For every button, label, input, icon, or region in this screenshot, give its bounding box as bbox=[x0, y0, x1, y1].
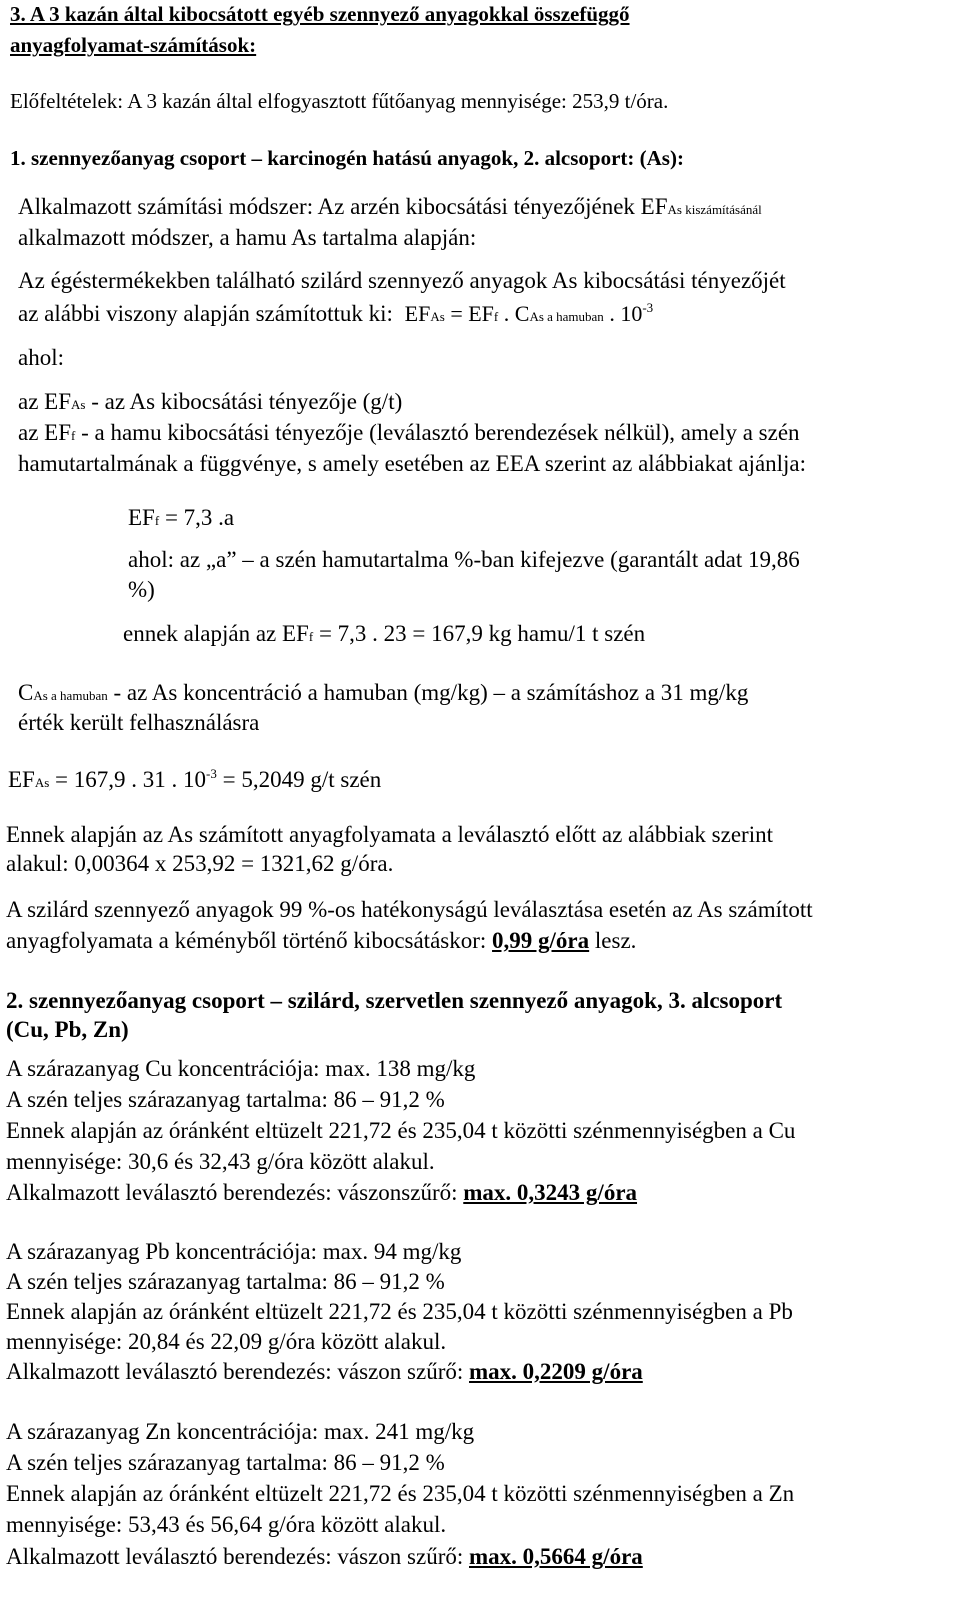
cas-desc: - az As koncentráció a hamuban (mg/kg) – a számításhoz a 31 mg/kg bbox=[107, 680, 749, 705]
zn-line-3: Ennek alapján az óránként eltüzelt 221,72 és 235,04 t közötti szénmennyiségben a Zn bbox=[6, 1481, 795, 1506]
def-ef-f-line-2: hamutartalmának a függvénye, s amely esetében az EEA szerint az alábbiakat ajánlja: bbox=[18, 451, 807, 476]
cu-filter-text: Alkalmazott leválasztó berendezés: vászonszűrő: bbox=[6, 1180, 464, 1205]
res-mid: = 167,9 . 31 . 10 bbox=[49, 767, 207, 792]
pb-line-2: A szén teljes szárazanyag tartalma: 86 – 91,2 % bbox=[6, 1269, 445, 1294]
eff99-end: lesz. bbox=[589, 928, 637, 953]
eff99-text: anyagfolyamata a kéményből történő kibocsátáskor: bbox=[6, 928, 493, 953]
pb-line-4: mennyisége: 20,84 és 22,09 g/óra között alakul. bbox=[6, 1329, 447, 1354]
res-text: EF bbox=[8, 767, 35, 792]
cas-text: C bbox=[18, 680, 34, 705]
group2-heading-line-1: 2. szennyezőanyag csoport – szilárd, szervetlen szennyező anyagok, 3. alcsoport bbox=[6, 988, 783, 1013]
result-formula bbox=[8, 768, 381, 791]
formula-c: . C bbox=[498, 301, 530, 326]
cas-definition-line-2: érték került felhasználásra bbox=[18, 710, 260, 735]
ennek-sub: f bbox=[308, 629, 314, 644]
formula-exponent: -3 bbox=[642, 300, 654, 315]
def1-text: az EF bbox=[18, 389, 72, 414]
res-sub: As bbox=[34, 775, 50, 790]
ennek-formula bbox=[123, 622, 645, 645]
method-text: Alkalmazott számítási módszer: Az arzén kibocsátási tényezőjének EF bbox=[18, 194, 668, 219]
def2-sub: f bbox=[71, 428, 76, 443]
cu-line-2: A szén teljes szárazanyag tartalma: 86 – 91,2 % bbox=[6, 1087, 445, 1112]
group1-heading: 1. szennyezőanyag csoport – karcinogén hatású anyagok, 2. alcsoport: (As): bbox=[10, 146, 684, 170]
ennek-text: ennek alapján az EF bbox=[123, 621, 309, 646]
cas-definition bbox=[18, 681, 748, 704]
eff-text: EF bbox=[128, 505, 155, 530]
res-end: = 5,2049 g/t szén bbox=[216, 767, 382, 792]
def1-sub: As bbox=[71, 397, 86, 412]
formula-eq: = EF bbox=[444, 301, 494, 326]
ennek-rest: = 7,3 . 23 = 167,9 kg hamu/1 t szén bbox=[313, 621, 646, 646]
pb-line-1: A szárazanyag Pb koncentrációja: max. 94 mg/kg bbox=[6, 1239, 462, 1264]
intro-line-1: Az égéstermékekben található szilárd szennyező anyagok As kibocsátási tényezőjét bbox=[18, 268, 786, 293]
formula-f-sub: f bbox=[493, 309, 499, 324]
formula-line bbox=[18, 302, 653, 325]
formula-ten: . 10 bbox=[603, 301, 643, 326]
method-line-1 bbox=[18, 195, 762, 218]
zn-filter-text: Alkalmazott leválasztó berendezés: vászon szűrő: bbox=[6, 1544, 470, 1569]
cu-line-5 bbox=[6, 1181, 637, 1204]
cu-filter-value: max. 0,3243 g/óra bbox=[463, 1180, 638, 1205]
eff-rest: = 7,3 .a bbox=[159, 505, 235, 530]
ahol2-line-2: %) bbox=[128, 577, 155, 602]
ahol2-line-1: ahol: az „a” – a szén hamutartalma %-ban kifejezve (garantált adat 19,86 bbox=[128, 547, 800, 572]
intro-line-2: az alábbi viszony alapján számítottuk ki: bbox=[18, 301, 393, 326]
def-ef-f bbox=[18, 421, 800, 444]
pb-line-3: Ennek alapján az óránként eltüzelt 221,72 és 235,04 t közötti szénmennyiségben a Pb bbox=[6, 1299, 793, 1324]
formula bbox=[405, 301, 653, 326]
def1-desc: - az As kibocsátási tényezője (g/t) bbox=[85, 389, 403, 414]
section-title-line-2: anyagfolyamat-számítások: bbox=[10, 33, 257, 57]
eff99-line-2 bbox=[6, 929, 636, 952]
zn-line-1: A szárazanyag Zn koncentrációja: max. 241 mg/kg bbox=[6, 1419, 475, 1444]
def-ef-as bbox=[18, 390, 402, 413]
res-exponent: -3 bbox=[206, 766, 217, 781]
pb-filter-text: Alkalmazott leválasztó berendezés: vászon szűrő: bbox=[6, 1359, 470, 1384]
cas-sub: As a hamuban bbox=[33, 688, 108, 703]
ahol-label: ahol: bbox=[18, 345, 64, 370]
cu-line-4: mennyisége: 30,6 és 32,43 g/óra között alakul. bbox=[6, 1149, 435, 1174]
group2-heading-line-2: (Cu, Pb, Zn) bbox=[6, 1017, 129, 1042]
cu-line-1: A szárazanyag Cu koncentrációja: max. 138 mg/kg bbox=[6, 1056, 476, 1081]
formula-asham-sub: As a hamuban bbox=[529, 309, 604, 324]
eff-sub: f bbox=[154, 513, 160, 528]
flow-line-2: alakul: 0,00364 x 253,92 = 1321,62 g/óra. bbox=[6, 851, 394, 876]
eff99-value: 0,99 g/óra bbox=[492, 928, 590, 953]
zn-filter-value: max. 0,5664 g/óra bbox=[469, 1544, 643, 1569]
method-subscript: As kiszámításánál bbox=[667, 202, 762, 217]
formula-ef: EF bbox=[404, 301, 431, 326]
pb-filter-value: max. 0,2209 g/óra bbox=[469, 1359, 643, 1384]
def2-text: az EF bbox=[18, 420, 72, 445]
zn-line-2: A szén teljes szárazanyag tartalma: 86 – 91,2 % bbox=[6, 1450, 445, 1475]
cu-line-3: Ennek alapján az óránként eltüzelt 221,72 és 235,04 t közötti szénmennyiségben a Cu bbox=[6, 1118, 796, 1143]
zn-line-5 bbox=[6, 1545, 643, 1568]
def2-desc: - a hamu kibocsátási tényezője (leválasztó berendezések nélkül), amely a szén bbox=[75, 420, 800, 445]
eff99-line-1: A szilárd szennyező anyagok 99 %-os hatékonyságú leválasztása esetén az As számított bbox=[6, 897, 813, 922]
preconditions-text: Előfeltételek: A 3 kazán által elfogyasztott fűtőanyag mennyisége: 253,9 t/óra. bbox=[10, 89, 669, 113]
pb-line-5 bbox=[6, 1360, 643, 1383]
section-title-line-1: 3. A 3 kazán által kibocsátott egyéb szennyező anyagokkal összefüggő bbox=[10, 2, 630, 26]
zn-line-4: mennyisége: 53,43 és 56,64 g/óra között alakul. bbox=[6, 1512, 447, 1537]
formula-as-sub: As bbox=[430, 309, 445, 324]
method-line-2: alkalmazott módszer, a hamu As tartalma alapján: bbox=[18, 225, 477, 250]
eff-formula bbox=[128, 506, 234, 529]
flow-line-1: Ennek alapján az As számított anyagfolyamata a leválasztó előtt az alábbiak szerint bbox=[6, 822, 773, 847]
